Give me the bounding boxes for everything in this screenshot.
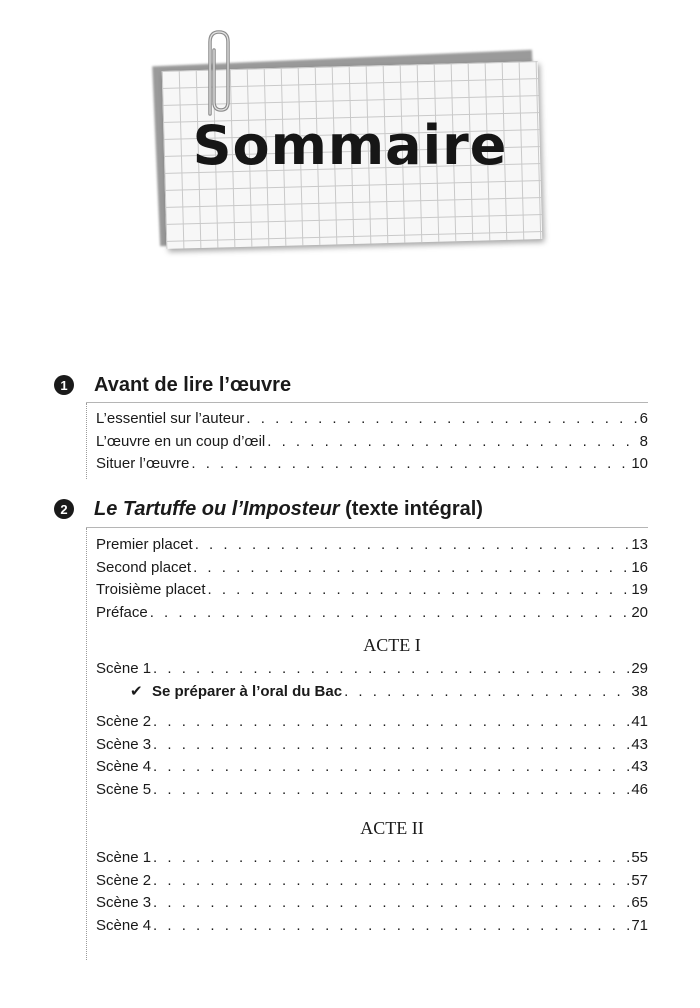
dot-leader xyxy=(153,915,629,938)
acte-heading: ACTE I xyxy=(363,635,421,655)
toc-entry[interactable] xyxy=(96,711,648,734)
entry-label: Préface xyxy=(96,603,148,621)
entry-page: 10 xyxy=(631,455,648,472)
section-margin-rule xyxy=(86,403,87,479)
entry-label: Scène 4 xyxy=(96,916,152,934)
section-number-badge: 2 xyxy=(54,499,74,519)
spacer xyxy=(96,801,648,815)
toc-entry[interactable] xyxy=(96,870,648,893)
section-title-rest: (texte intégral) xyxy=(339,497,483,520)
toc-entry[interactable] xyxy=(96,779,648,802)
entry-label: Troisième placet xyxy=(96,581,206,598)
entry-page: 20 xyxy=(631,603,648,621)
entry-label: L’œuvre en un coup d’œil xyxy=(96,432,266,450)
toc-entry-oral-prep[interactable] xyxy=(96,681,648,704)
section-1-entries xyxy=(96,408,648,476)
entry-page: 65 xyxy=(631,894,648,911)
entry-page: 38 xyxy=(631,682,648,700)
dot-leader xyxy=(246,408,637,431)
entry-page: 46 xyxy=(631,780,648,798)
dot-leader xyxy=(153,734,629,757)
entry-label: Scène 3 xyxy=(96,735,152,753)
entry-page: 6 xyxy=(639,410,648,427)
entry-page: 55 xyxy=(631,849,648,866)
toc-entry[interactable] xyxy=(96,453,648,476)
section-divider xyxy=(86,527,648,528)
dot-leader xyxy=(153,658,629,681)
section-1-header xyxy=(54,370,646,400)
entry-label xyxy=(130,681,342,704)
dot-leader xyxy=(153,892,629,915)
section-2-header xyxy=(54,494,646,524)
toc-entry[interactable] xyxy=(96,602,648,625)
entry-page: 8 xyxy=(639,432,648,450)
section-margin-rule xyxy=(86,528,87,960)
dot-leader xyxy=(207,579,629,602)
entry-label: Scène 1 xyxy=(96,849,152,866)
entry-page: 29 xyxy=(631,660,648,677)
toc-entry[interactable] xyxy=(96,892,648,915)
section-2-entries xyxy=(96,534,648,937)
dot-leader xyxy=(193,557,629,580)
toc-entry[interactable] xyxy=(96,847,648,870)
entry-label: Scène 4 xyxy=(96,758,152,775)
dot-leader xyxy=(153,779,629,802)
toc-entry[interactable] xyxy=(96,579,648,602)
spacer xyxy=(96,624,648,632)
entry-page: 43 xyxy=(631,758,648,775)
entry-page: 16 xyxy=(631,558,648,576)
paperclip-icon xyxy=(196,28,236,120)
toc-entry[interactable] xyxy=(96,534,648,557)
entry-label: Situer l’œuvre xyxy=(96,455,190,472)
acte-heading: ACTE II xyxy=(360,818,424,838)
spacer xyxy=(96,703,648,711)
section-divider xyxy=(86,402,648,403)
toc-entry[interactable] xyxy=(96,431,648,454)
dot-leader xyxy=(150,602,630,625)
entry-label: Second placet xyxy=(96,558,192,576)
toc-entry[interactable] xyxy=(96,756,648,779)
work-title: Le Tartuffe ou l’Imposteur xyxy=(94,497,340,520)
entry-page: 41 xyxy=(631,713,648,730)
entry-label: Scène 2 xyxy=(96,871,152,889)
entry-label: L’essentiel sur l’auteur xyxy=(96,410,245,427)
entry-label: Scène 1 xyxy=(96,660,152,677)
entry-page: 19 xyxy=(631,581,648,598)
entry-label: Scène 5 xyxy=(96,780,152,798)
dot-leader xyxy=(153,870,629,893)
check-box-icon: ✔ xyxy=(130,682,143,700)
section-title: Avant de lire l’œuvre xyxy=(94,373,292,396)
toc-entry[interactable] xyxy=(96,557,648,580)
section-title xyxy=(94,498,483,521)
toc-entry[interactable] xyxy=(96,915,648,938)
dot-leader xyxy=(267,431,637,454)
page-title: Sommaire xyxy=(192,114,508,177)
entry-label: Scène 2 xyxy=(96,713,152,730)
entry-label: Premier placet xyxy=(96,536,193,553)
dot-leader xyxy=(153,847,629,870)
dot-leader xyxy=(153,711,629,734)
entry-page: 43 xyxy=(631,735,648,753)
entry-label: Scène 3 xyxy=(96,894,152,911)
dot-leader xyxy=(191,453,629,476)
toc-entry[interactable] xyxy=(96,734,648,757)
entry-page: 71 xyxy=(631,916,648,934)
title-card xyxy=(150,28,550,258)
toc-entry[interactable] xyxy=(96,408,648,431)
toc-entry[interactable] xyxy=(96,658,648,681)
entry-page: 57 xyxy=(631,871,648,889)
dot-leader xyxy=(153,756,629,779)
dot-leader xyxy=(195,534,630,557)
section-number-badge: 1 xyxy=(54,375,74,395)
dot-leader xyxy=(344,681,629,704)
entry-label-text: Se préparer à l’oral du Bac xyxy=(152,682,343,700)
entry-page: 13 xyxy=(631,536,648,553)
